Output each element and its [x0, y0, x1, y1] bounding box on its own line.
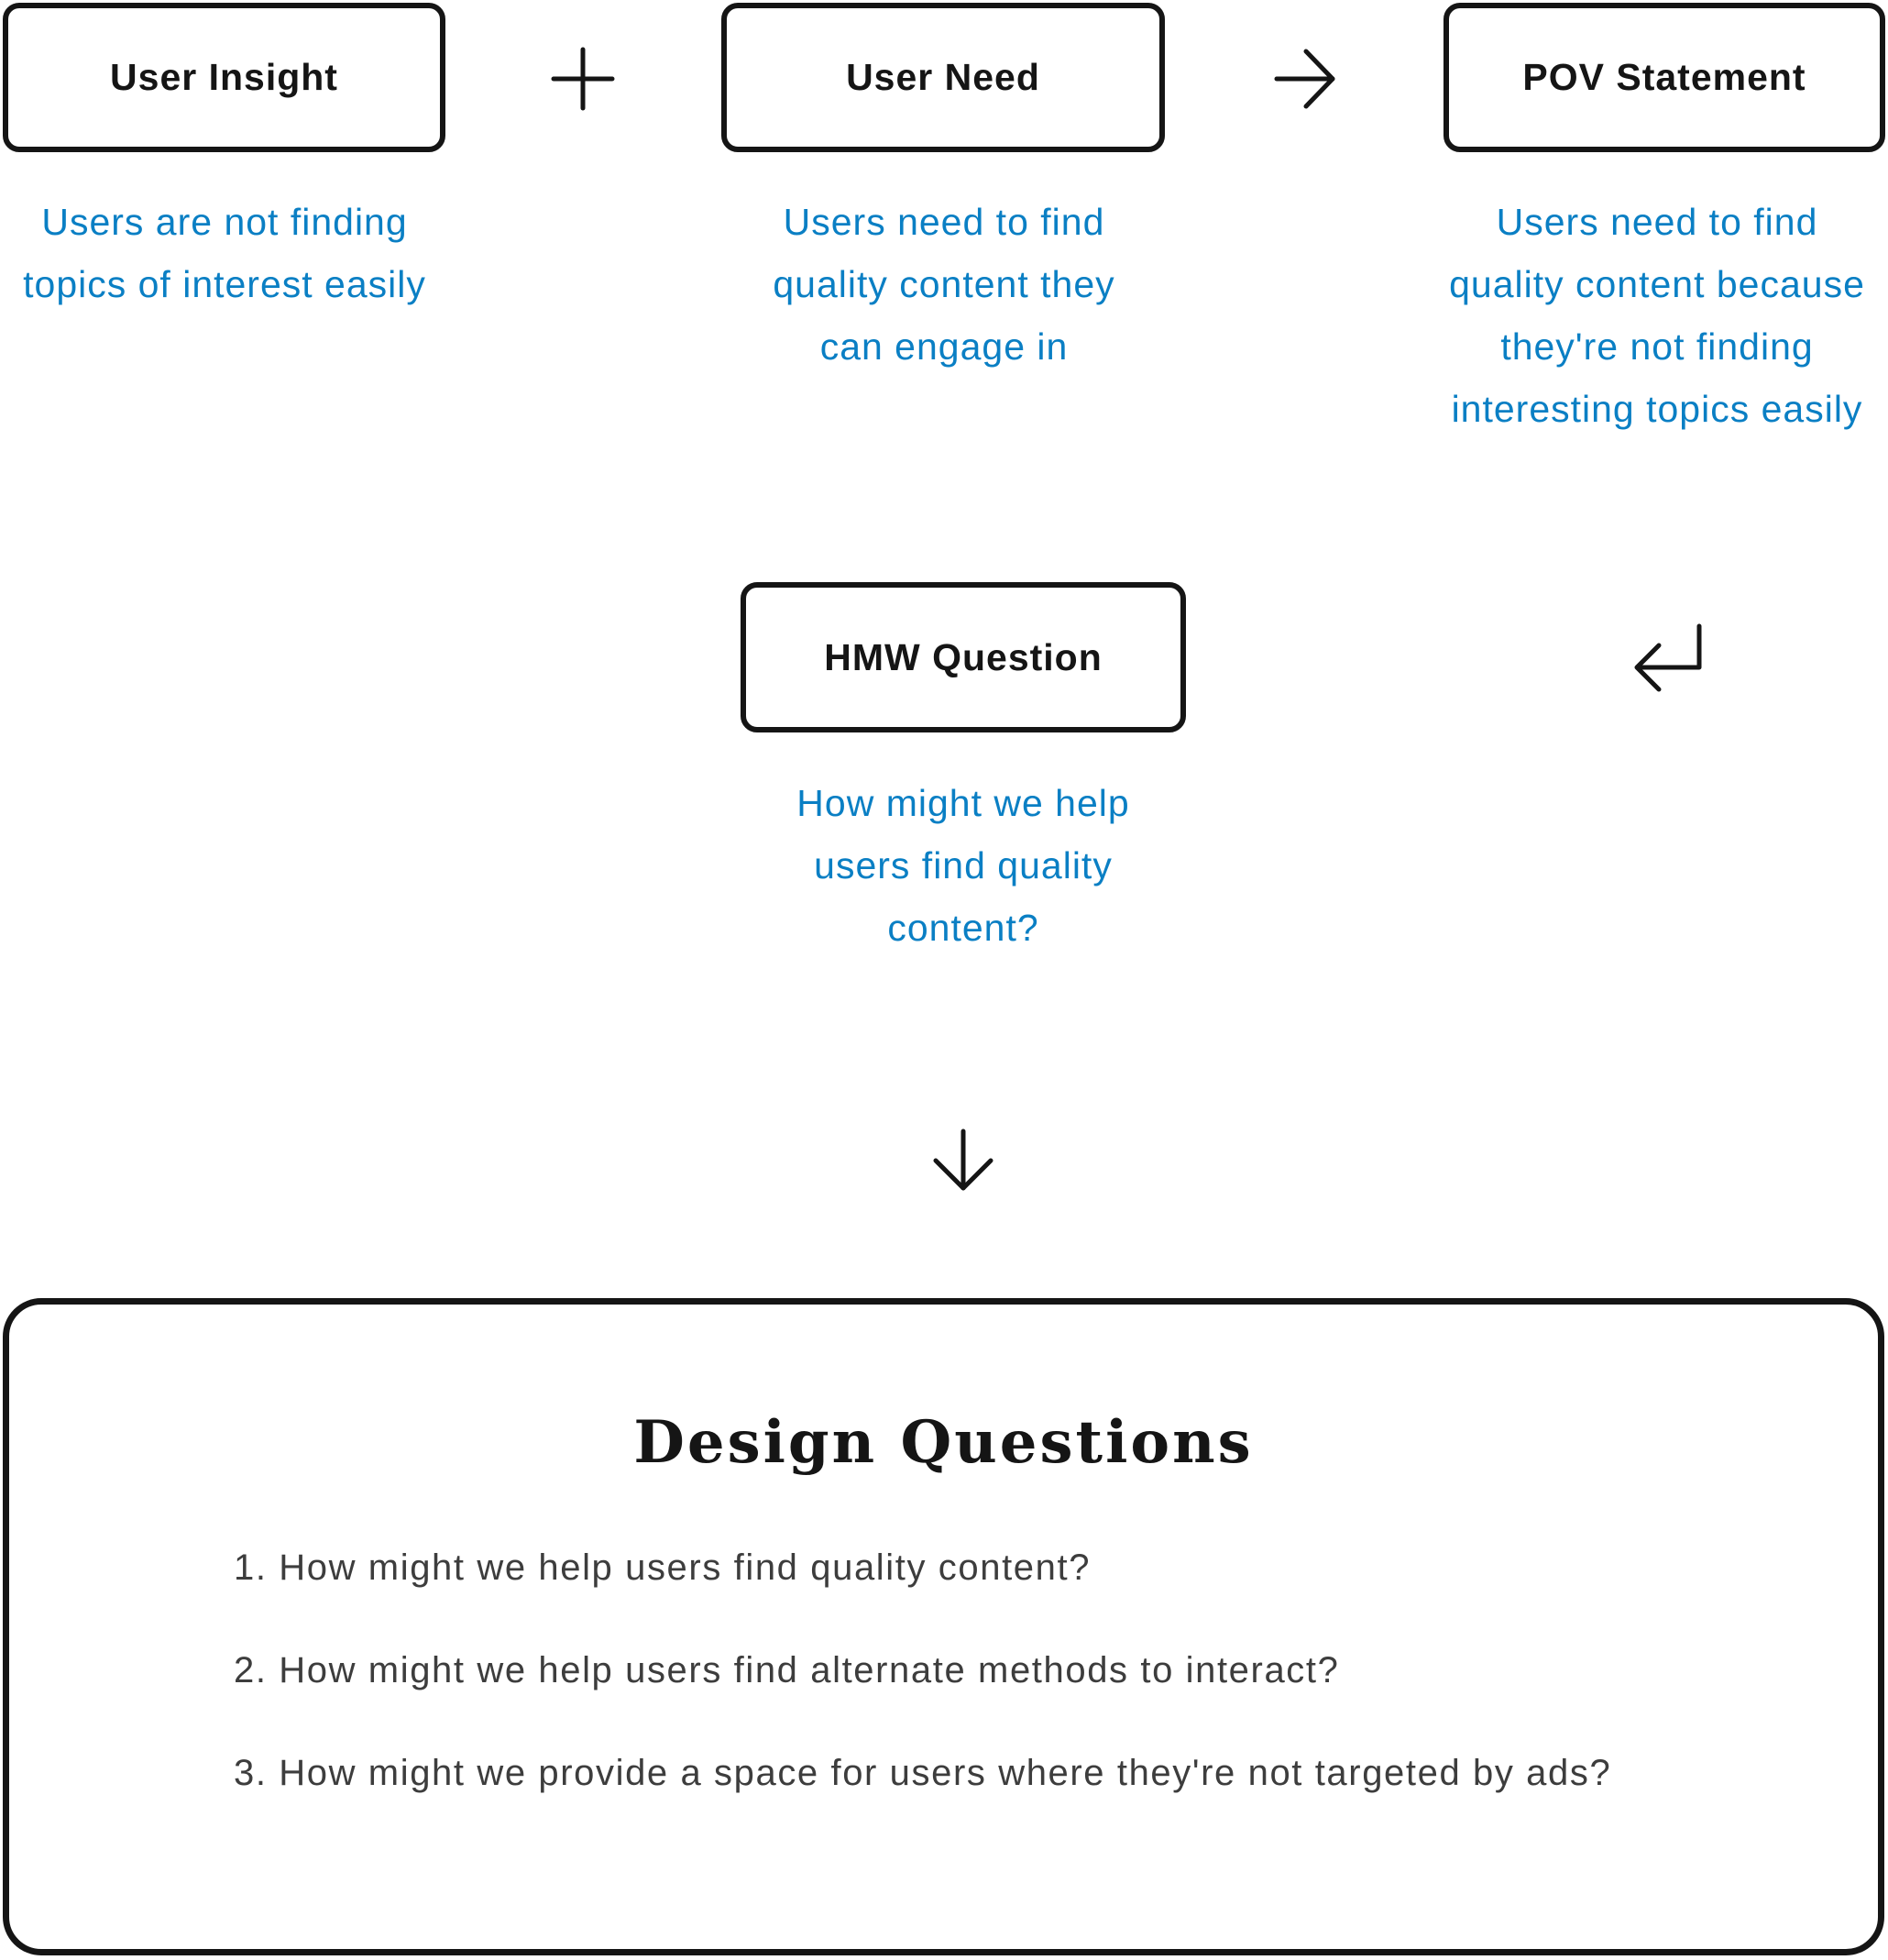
plus-icon — [550, 46, 616, 112]
pov-statement-box — [1443, 3, 1885, 152]
arrow-down-icon — [930, 1128, 996, 1194]
design-question-item: 3. How might we provide a space for users where they're not targeted by ads? — [234, 1753, 1612, 1793]
user-insight-description: Users are not finding topics of interest easily — [23, 201, 426, 305]
design-question-item: 2. How might we help users find alternate methods to interact? — [234, 1650, 1340, 1690]
hmw-question-title: HMW Question — [824, 635, 1103, 678]
hmw-question-description: How might we help users find quality content? — [796, 782, 1130, 949]
user-need-description: Users need to find quality content they can engage in — [773, 201, 1115, 368]
design-questions-list — [234, 1545, 1611, 1853]
user-insight-title: User Insight — [110, 56, 338, 98]
design-questions-panel — [3, 1298, 1884, 1955]
user-need-box — [721, 3, 1165, 152]
design-question-item: 1. How might we help users find quality content? — [234, 1547, 1092, 1588]
pov-statement-description: Users need to find quality content because they're not finding interesting topics easily — [1449, 201, 1865, 430]
return-arrow-icon — [1631, 623, 1705, 697]
user-insight-box — [3, 3, 445, 152]
hmw-question-box — [741, 582, 1186, 732]
design-questions-title: Design Questions — [633, 1408, 1254, 1477]
pov-statement-title: POV Statement — [1522, 56, 1806, 98]
user-need-title: User Need — [846, 56, 1040, 98]
arrow-right-icon — [1272, 46, 1338, 112]
